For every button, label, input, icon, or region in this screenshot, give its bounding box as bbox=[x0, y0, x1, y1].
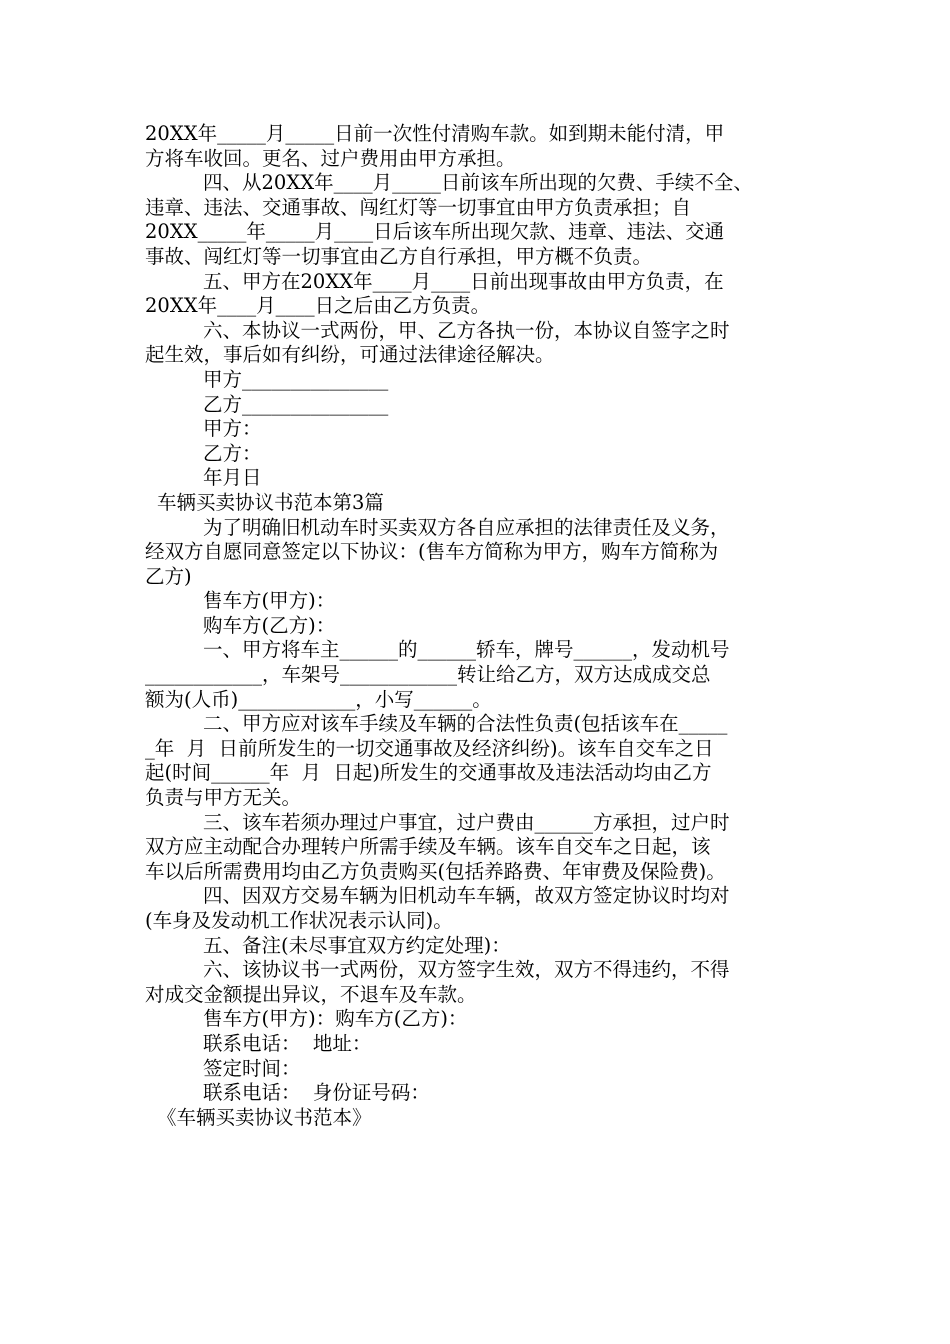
text-line: 方将车收回。更名、过户费用由甲方承担。 bbox=[145, 146, 516, 170]
text-line: 20XX_____年_____月____日后该车所出现欠款、违章、违法、交通 bbox=[145, 220, 725, 244]
document-body bbox=[145, 122, 810, 1130]
text-line: 五、甲方在20XX年____月____日前出现事故由甲方负责，在 bbox=[203, 269, 724, 293]
text-line: 乙方： bbox=[203, 441, 262, 465]
text-line: 为了明确旧机动车时买卖双方各自应承担的法律责任及义务， bbox=[203, 515, 730, 539]
text-line: 四、从20XX年____月_____日前该车所出现的欠费、手续不全、 bbox=[203, 171, 753, 195]
section-heading: 车辆买卖协议书范本第3篇 bbox=[157, 490, 384, 514]
text-line: 四、因双方交易车辆为旧机动车车辆，故双方签定协议时均对 bbox=[203, 884, 730, 908]
text-line: 甲方： bbox=[203, 417, 262, 441]
text-line: 签定时间： bbox=[203, 1056, 301, 1080]
text-line: 乙方) bbox=[145, 564, 192, 588]
text-line: 六、本协议一式两份，甲、乙方各执一份，本协议自签字之时 bbox=[203, 318, 730, 342]
text-line: 售车方(甲方)：购车方(乙方)： bbox=[203, 1007, 468, 1031]
text-line: 负责与甲方无关。 bbox=[145, 786, 302, 810]
text-line: 事故、闯红灯等一切事宜由乙方自行承担，甲方概不负责。 bbox=[145, 244, 653, 268]
text-line: 20XX年____月____日之后由乙方负责。 bbox=[145, 294, 491, 318]
text-line: 一、甲方将车主______的______轿车，牌号______，发动机号 bbox=[203, 638, 730, 662]
date-line: 年月日 bbox=[203, 466, 262, 490]
text-line: 联系电话： 身份证号码： bbox=[203, 1081, 430, 1105]
text-line: 起生效，事后如有纠纷，可通过法律途径解决。 bbox=[145, 343, 555, 367]
document-footer-title: 《车辆买卖协议书范本》 bbox=[157, 1105, 372, 1129]
text-line: 五、备注(未尽事宜双方约定处理)： bbox=[203, 933, 511, 957]
text-line: 对成交金额提出异议，不退车及车款。 bbox=[145, 982, 477, 1006]
text-line bbox=[145, 122, 810, 147]
text-line: 三、该车若须办理过户事宜，过户费由______方承担，过户时 bbox=[203, 810, 730, 834]
text-line: 二、甲方应对该车手续及车辆的合法性负责(包括该车在_____ bbox=[203, 712, 728, 736]
signature-line-party-b: 乙方_______________ bbox=[203, 392, 389, 416]
text-line: _年 月 日前所发生的一切交通事故及经济纠纷)。该车自交车之日 bbox=[145, 736, 714, 760]
text-line: 违章、违法、交通事故、闯红灯等一切事宜由甲方负责承担；自 bbox=[145, 195, 692, 219]
text-line: 六、该协议书一式两份，双方签字生效，双方不得违约，不得 bbox=[203, 958, 730, 982]
text-line: 售车方(甲方)： bbox=[203, 589, 336, 613]
text-line: 联系电话： 地址： bbox=[203, 1031, 372, 1055]
text-line: 购车方(乙方)： bbox=[203, 613, 336, 637]
text-line: (车身及发动机工作状况表示认同)。 bbox=[145, 909, 453, 932]
text-line-content: 20XX年_____月_____日前一次性付清购车款。如到期未能付清，甲 bbox=[145, 122, 725, 145]
text-line: 额为(人币)____________，小写______。 bbox=[145, 687, 492, 711]
text-line: 经双方自愿同意签定以下协议：(售车方简称为甲方，购车方简称为 bbox=[145, 540, 719, 564]
text-line: 车以后所需费用均由乙方负责购买(包括养路费、年审费及保险费)。 bbox=[145, 859, 726, 883]
signature-line-party-a: 甲方_______________ bbox=[203, 367, 389, 391]
text-line: 双方应主动配合办理转户所需手续及车辆。该车自交车之日起，该 bbox=[145, 835, 711, 859]
text-line: 起(时间______年 月 日起)所发生的交通事故及违法活动均由乙方 bbox=[145, 761, 712, 785]
text-line: ____________，车架号____________转让给乙方，双方达成成交总 bbox=[145, 663, 711, 687]
